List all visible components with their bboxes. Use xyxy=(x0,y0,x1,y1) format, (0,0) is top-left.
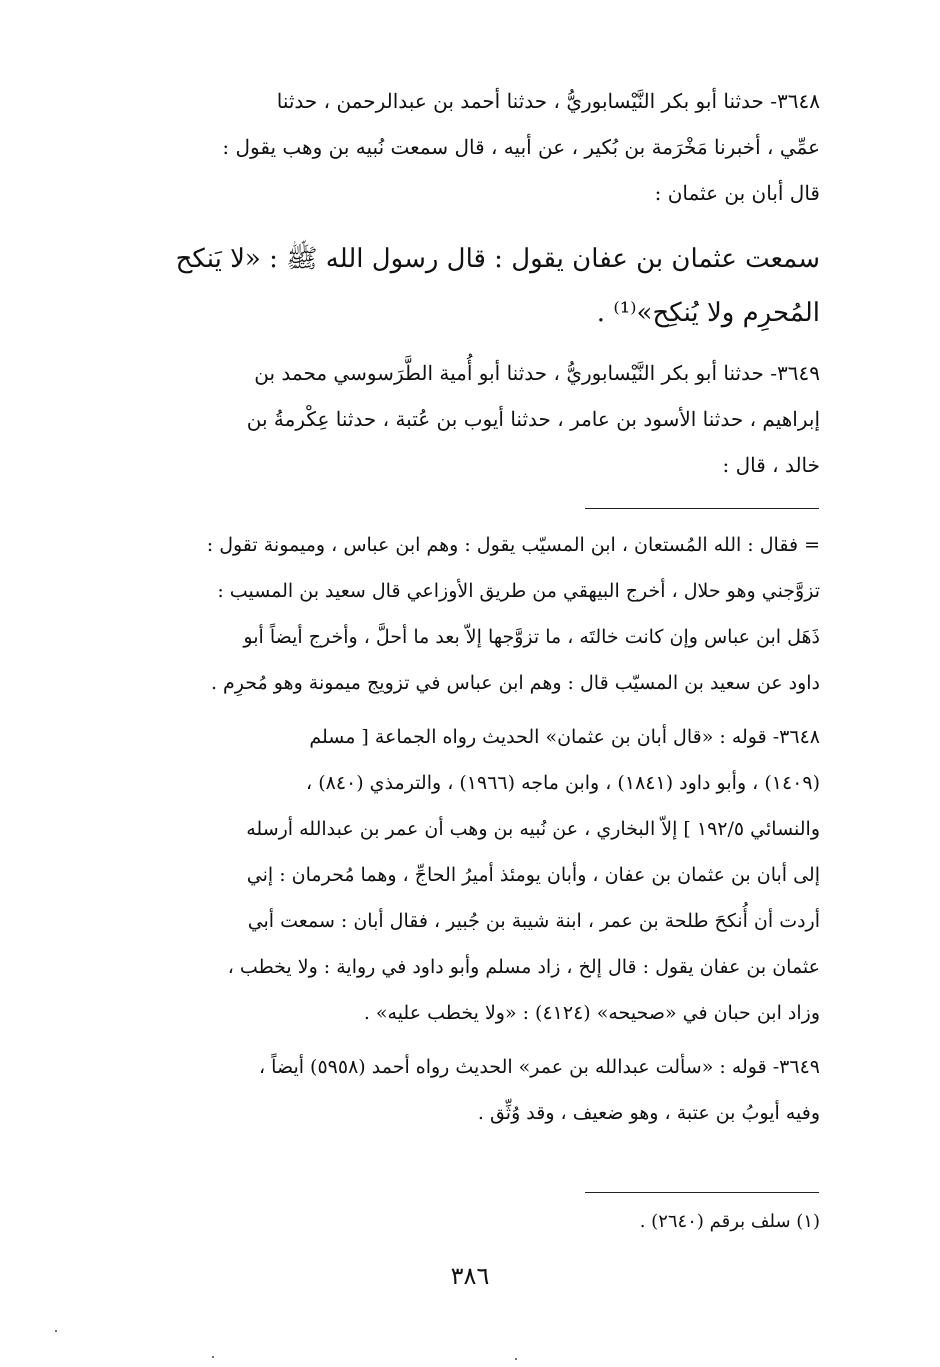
scan-speck xyxy=(55,1330,57,1332)
commentary-line: ٣٦٤٩- قوله : «سألت عبدالله بن عمر» الحديث رواه أحمد (٥٩٥٨) أيضاً ، xyxy=(259,1056,820,1078)
commentary-line: = فقال : الله المُستعان ، ابن المسيّب يقول : وهم ابن عباس ، وميمونة تقول : xyxy=(206,534,820,556)
page-number: ٣٨٦ xyxy=(450,1262,490,1290)
footnotes xyxy=(108,1207,820,1237)
commentary-line: والنسائي ١٩٢/٥ ] إلاّ البخاري ، عن نُبيه بن وهب أن عمر بن عبدالله أرسله xyxy=(246,818,820,840)
narration-line: ٣٦٤٩- حدثنا أبو بكر النَّيْسابوريُّ ، حدثنا أبو أُمية الطَّرَسوسي محمد بن xyxy=(254,361,820,385)
commentary-line: إلى أبان بن عثمان بن عفان ، وأبان يومئذ أميرُ الحاجِّ ، وهما مُحرمان : إني xyxy=(246,864,820,886)
narration-3649 xyxy=(108,350,820,488)
narration-line: عمِّي ، أخبرنا مَخْرَمة بن بُكير ، عن أبيه ، قال سمعت نُبيه بن وهب يقول : xyxy=(222,135,820,159)
commentary-line: تزوَّجني وهو حلال ، أخرج البيهقي من طريق الأوزاعي قال سعيد بن المسيب : xyxy=(217,580,820,602)
commentary-line: ذَهَل ابن عباس وإن كانت خالتَه ، ما تزوَّجها إلاّ بعد ما أحلَّ ، وأخرج أيضاً أبو xyxy=(243,626,820,648)
commentary-line: وزاد ابن حبان في «صحيحه» (٤١٢٤) : «ولا يخطب عليه» . xyxy=(363,1002,820,1024)
commentary-line: ٣٦٤٨- قوله : «قال أبان بن عثمان» الحديث رواه الجماعة [ مسلم xyxy=(309,726,820,748)
scan-speck xyxy=(212,1356,214,1358)
commentary-line: وفيه أيوبُ بن عتبة ، وهو ضعيف ، وقد وُثِّق . xyxy=(477,1102,820,1124)
scan-speck xyxy=(515,1358,517,1360)
hadith-text xyxy=(108,232,820,340)
narration-line: إبراهيم ، حدثنا الأسود بن عامر ، حدثنا أيوب بن عُتبة ، حدثنا عِكْرمةُ بن xyxy=(246,407,820,431)
commentary-line: (١٤٠٩) ، وأبو داود (١٨٤١) ، وابن ماجه (١٩٦٦) ، والترمذي (٨٤٠) ، xyxy=(306,772,820,794)
commentary-line: داود عن سعيد بن المسيّب قال : وهم ابن عباس في تزويج ميمونة وهو مُحرِم . xyxy=(210,672,820,694)
footnote-separator-rule xyxy=(585,1192,819,1193)
commentary-notes xyxy=(108,522,820,1136)
footnote-1: (١) سلف برقم (٢٦٤٠) . xyxy=(639,1211,820,1232)
commentary-line: عثمان بن عفان يقول : قال إلخ ، زاد مسلم وأبو داود في رواية : ولا يخطب ، xyxy=(227,956,820,978)
narration-3648 xyxy=(108,78,820,216)
text-separator-rule xyxy=(585,508,819,509)
hadith-line: سمعت عثمان بن عفان يقول : قال رسول الله ﷺ : «لا يَنكح xyxy=(175,244,820,274)
hadith-line: المُحرِم ولا يُنكِح»⁽¹⁾ . xyxy=(596,298,820,328)
narration-line: ٣٦٤٨- حدثنا أبو بكر النَّيْسابوريُّ ، حدثنا أحمد بن عبدالرحمن ، حدثنا xyxy=(276,89,820,113)
narration-line: خالد ، قال : xyxy=(722,453,820,477)
narration-line: قال أبان بن عثمان : xyxy=(654,181,820,205)
commentary-line: أردت أن أُنكحَ طلحة بن عمر ، ابنة شيبة بن جُبير ، فقال أبان : سمعت أبي xyxy=(247,910,820,932)
